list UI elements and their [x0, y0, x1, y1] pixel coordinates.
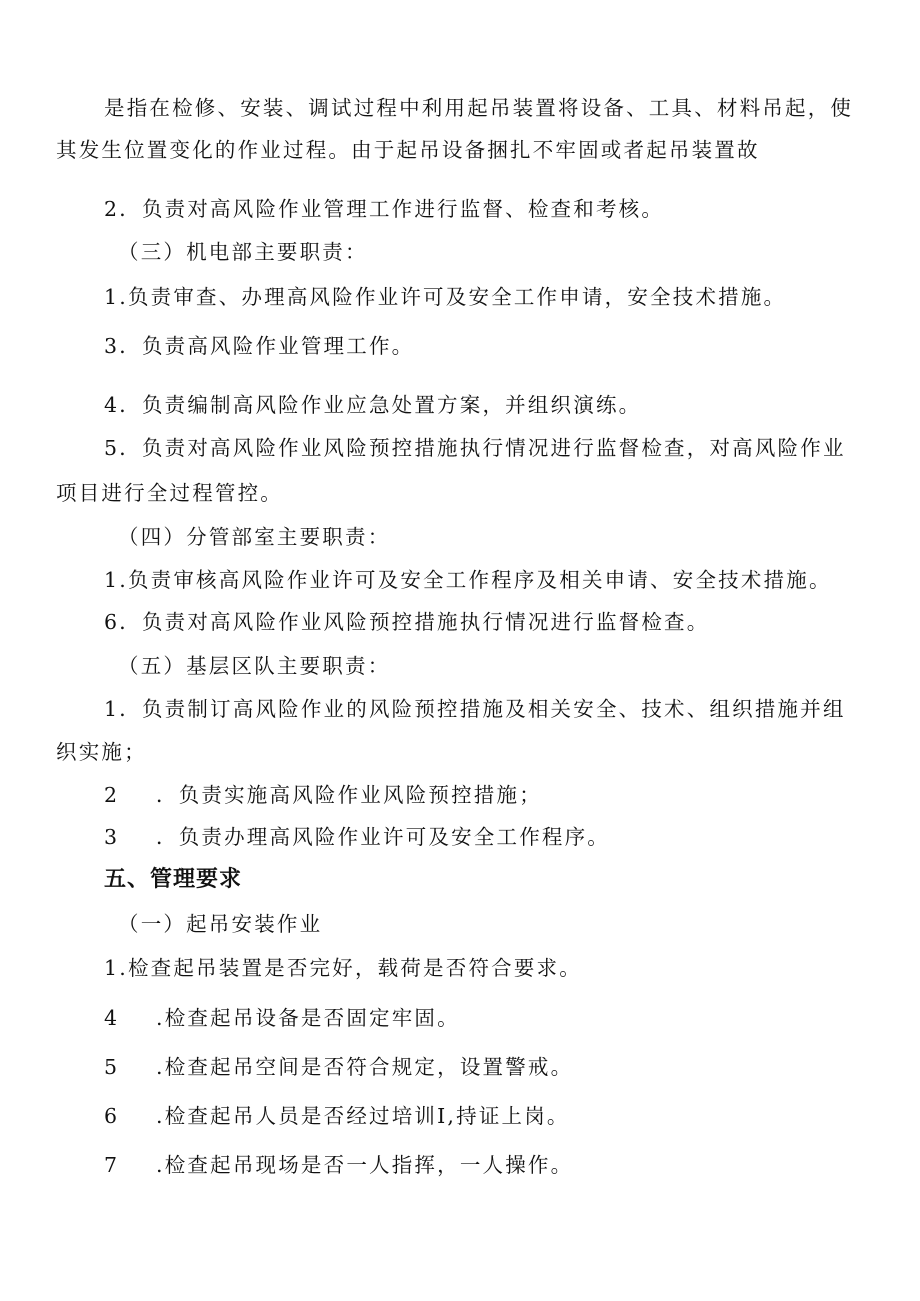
lift-item-7 [104, 1150, 573, 1180]
s5-item-2-number: 2 [104, 783, 120, 807]
chapter-5-title: 五、管理要求 [104, 867, 243, 892]
lift-item-6 [104, 1101, 570, 1131]
section-5-title: （五）基层区队主要职责： [118, 654, 391, 678]
s5-item-3-number: 3 [104, 825, 120, 849]
lift-item-6-text: .检查起吊人员是否经过培训I,持证上岗。 [156, 1104, 570, 1128]
s5-item-3 [104, 822, 610, 852]
s5-item-1-line-2: 织实施； [56, 740, 147, 764]
s3-item-5-line-2: 项目进行全过程管控。 [56, 481, 283, 505]
lift-item-6-number: 6 [104, 1104, 120, 1128]
duty-item-2: 2．负责对高风险作业管理工作进行监督、检查和考核。 [104, 197, 665, 221]
s5-item-1-line-1: 1．负责制订高风险作业的风险预控措施及相关安全、技术、组织措施并组 [104, 697, 846, 721]
s4-item-1: 1.负责审核高风险作业许可及安全工作程序及相关申请、安全技术措施。 [104, 568, 832, 592]
lift-item-5 [104, 1052, 573, 1082]
lift-item-7-number: 7 [104, 1153, 120, 1177]
s4-item-6: 6．负责对高风险作业风险预控措施执行情况进行监督检查。 [104, 610, 710, 634]
sub-1-title: （一）起吊安装作业 [118, 912, 323, 936]
lift-item-4-number: 4 [104, 1006, 120, 1030]
s5-item-3-text: ．负责办理高风险作业许可及安全工作程序。 [156, 825, 610, 849]
s3-item-5-line-1: 5．负责对高风险作业风险预控措施执行情况进行监督检查，对高风险作业 [104, 436, 846, 460]
intro-line-2: 其发生位置变化的作业过程。由于起吊设备捆扎不牢固或者起吊装置故 [56, 138, 760, 162]
section-4-title: （四）分管部室主要职责： [118, 525, 391, 549]
s3-item-4: 4．负责编制高风险作业应急处置方案，并组织演练。 [104, 393, 642, 417]
s5-item-2-text: ．负责实施高风险作业风险预控措施； [156, 783, 542, 807]
section-3-title: （三）机电部主要职责： [118, 240, 368, 264]
intro-line-1: 是指在检修、安装、调试过程中利用起吊装置将设备、工具、材料吊起，使 [104, 96, 854, 120]
s3-item-1: 1.负责审查、办理高风险作业许可及安全工作申请，安全技术措施。 [104, 285, 787, 309]
lift-item-5-text: .检查起吊空间是否符合规定，设置警戒。 [156, 1055, 574, 1079]
lift-item-4-text: .检查起吊设备是否固定牢固。 [156, 1006, 460, 1030]
s5-item-2 [104, 780, 542, 810]
lift-item-7-text: .检查起吊现场是否一人指挥，一人操作。 [156, 1153, 574, 1177]
lift-item-1: 1.检查起吊装置是否完好，载荷是否符合要求。 [104, 956, 582, 980]
s3-item-3: 3．负责高风险作业管理工作。 [104, 334, 415, 358]
lift-item-4 [104, 1003, 460, 1033]
lift-item-5-number: 5 [104, 1055, 120, 1079]
